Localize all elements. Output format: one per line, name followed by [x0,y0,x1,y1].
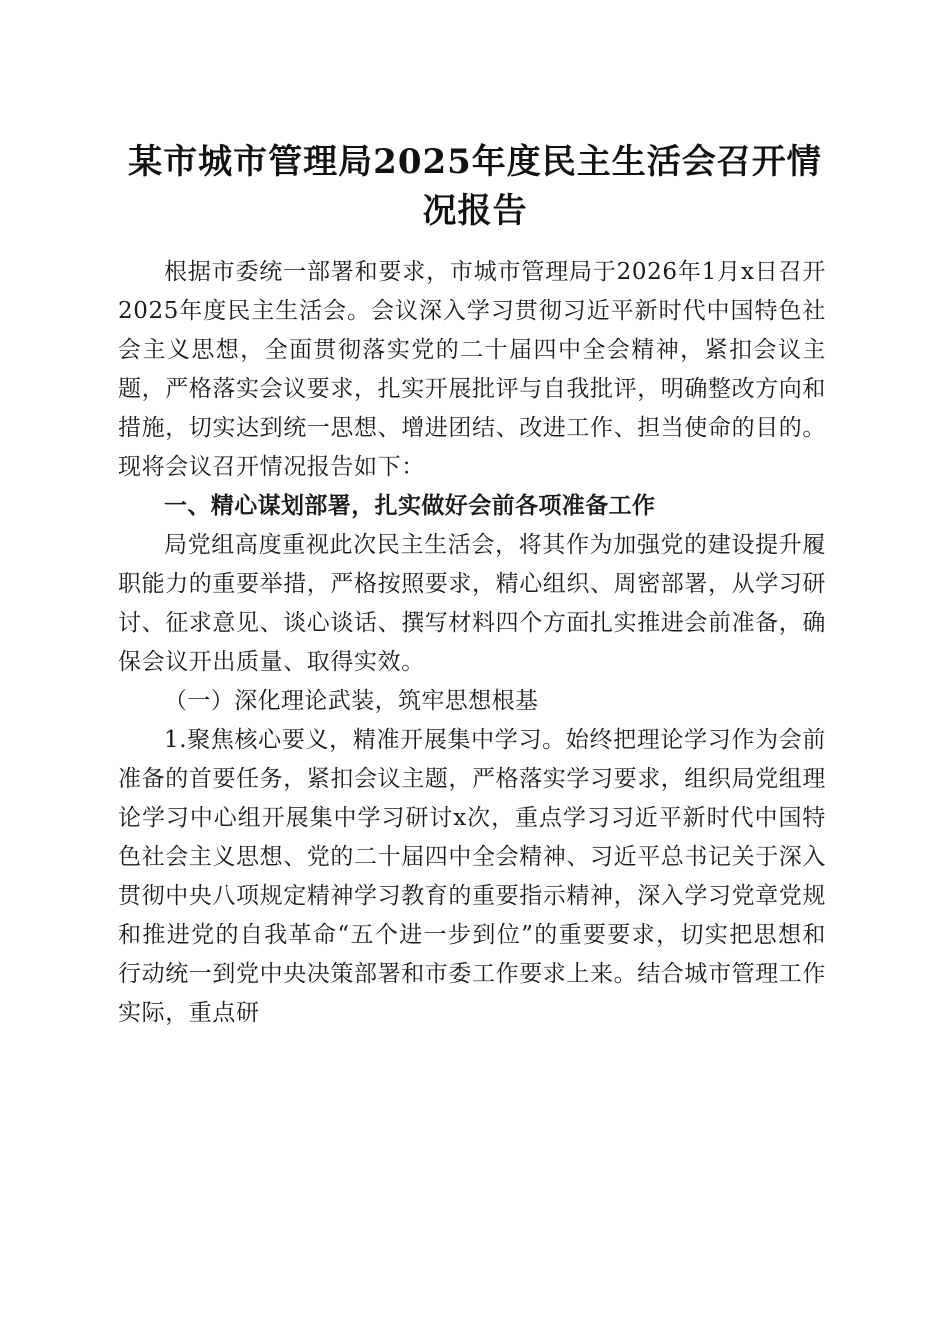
intro-paragraph: 根据市委统一部署和要求，市城市管理局于2026年1月x日召开2025年度民主生活会。会议深入学习贯彻习近平新时代中国特色社会主义思想，全面贯彻落实党的二十届四中全会精神，紧扣会议主题，严格落实会议要求，扎实开展批评与自我批评，明确整改方向和措施，切实达到统一思想、增进团结、改进工作、担当使命的目的。现将会议召开情况报告如下： [118,259,826,480]
subsection-1-paragraph: 1.聚焦核心要义，精准开展集中学习。始终把理论学习作为会前准备的首要任务，紧扣会议主题，严格落实学习要求，组织局党组理论学习中心组开展集中学习研讨x次，重点学习习近平新时代中国特色社会主义思想、党的二十届四中全会精神、习近平总书记关于深入贯彻中央八项规定精神学习教育的重要指示精神，深入学习党章党规和推进党的自我革命“五个进一步到位”的重要要求，切实把思想和行动统一到党中央决策部署和市委工作要求上来。结合城市管理工作实际，重点研 [118,727,826,1026]
document-title: 某市城市管理局2025年度民主生活会召开情况报告 [128,142,822,231]
document-body [118,253,826,1033]
subsection-heading-1: （一）深化理论武装，筑牢思想根基 [164,688,539,714]
section-1-paragraph: 局党组高度重视此次民主生活会，将其作为加强党的建设提升履职能力的重要举措，严格按照要求，精心组织、周密部署，从学习研讨、征求意见、谈心谈话、撰写材料四个方面扎实推进会前准备，确保会议开出质量、取得实效。 [118,532,826,675]
section-heading-1: 一、精心谋划部署，扎实做好会前各项准备工作 [164,493,656,519]
